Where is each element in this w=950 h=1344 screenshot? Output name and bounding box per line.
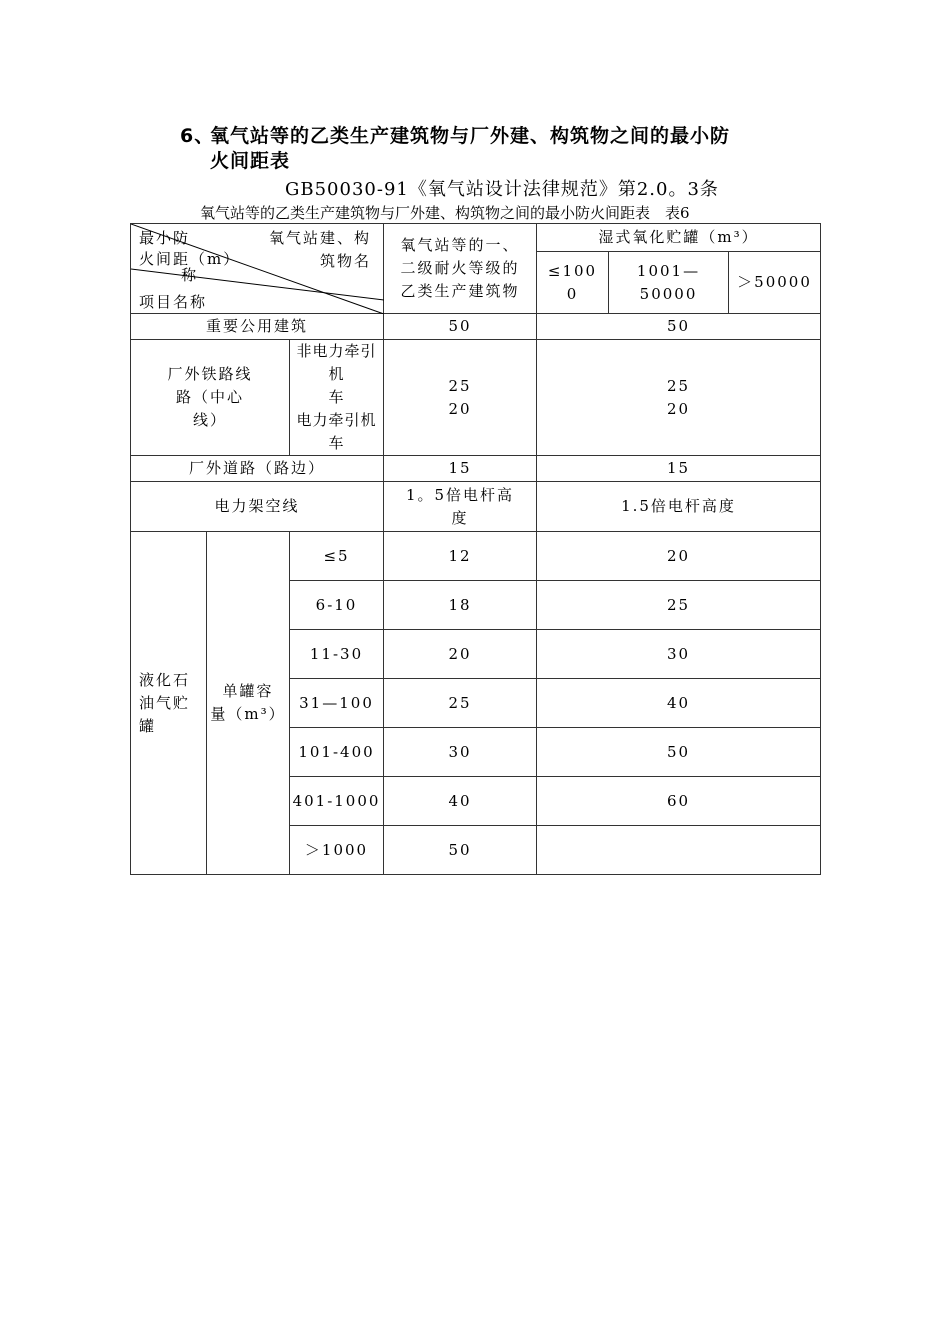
- lpg-value-2: 20: [537, 532, 821, 581]
- lpg-range: ＞1000: [290, 826, 384, 875]
- lpg-range: ≤5: [290, 532, 384, 581]
- lpg-value-1: 30: [384, 728, 537, 777]
- lpg-value-2: 60: [537, 777, 821, 826]
- row-power-value-1: 1。5倍电杆高 度: [384, 482, 537, 532]
- row-power-label: 电力架空线: [131, 482, 384, 532]
- row-public-label: 重要公用建筑: [131, 314, 384, 340]
- lpg-value-1: 50: [384, 826, 537, 875]
- header-tank-size-3: ＞50000: [729, 252, 821, 314]
- lpg-value-1: 12: [384, 532, 537, 581]
- corner-label-top-right: 氧气站建、构 筑物名: [269, 229, 372, 270]
- lpg-value-1: 20: [384, 630, 537, 679]
- lpg-range: 31—100: [290, 679, 384, 728]
- row-railway-sub-label: 非电力牵引机 车 电力牵引机车: [290, 340, 384, 456]
- heading-line-1: 氧气站等的乙类生产建筑物与厂外建、构筑物之间的最小防: [210, 125, 731, 147]
- lpg-value-2: 30: [537, 630, 821, 679]
- table-caption: 氧气站等的乙类生产建筑物与厂外建、构筑物之间的最小防火间距表 表6: [200, 204, 690, 222]
- section-heading: [180, 124, 840, 174]
- row-public-value-1: 50: [384, 314, 537, 340]
- lpg-range: 6-10: [290, 581, 384, 630]
- corner-label-top-left: 最小防: [139, 229, 191, 247]
- fire-distance-table: [130, 223, 821, 875]
- lpg-value-1: 18: [384, 581, 537, 630]
- row-road-value-1: 15: [384, 456, 537, 482]
- lpg-value-2: [537, 826, 821, 875]
- lpg-range: 401-1000: [290, 777, 384, 826]
- lpg-value-2: 50: [537, 728, 821, 777]
- corner-label-bottom-left: 项目名称: [139, 293, 208, 311]
- corner-header-cell: [131, 224, 384, 314]
- corner-label-middle: 火间距（m） 称: [139, 250, 241, 284]
- lpg-value-1: 40: [384, 777, 537, 826]
- lpg-value-1: 25: [384, 679, 537, 728]
- lpg-range: 11-30: [290, 630, 384, 679]
- header-class-b-building: 氧气站等的一、 二级耐火等级的 乙类生产建筑物: [384, 224, 537, 314]
- row-road-value-2: 15: [537, 456, 821, 482]
- lpg-range: 101-400: [290, 728, 384, 777]
- header-tank-size-2: 1001— 50000: [609, 252, 729, 314]
- heading-number: 6、: [180, 125, 215, 147]
- heading-line-2: 火间距表: [210, 150, 291, 172]
- row-railway-value-2: 25 20: [537, 340, 821, 456]
- header-wet-tank: 湿式氧化贮罐（m³）: [537, 224, 821, 252]
- lpg-value-2: 25: [537, 581, 821, 630]
- row-railway-label: 厂外铁路线 路（中心 线）: [131, 340, 290, 456]
- row-railway-value-1: 25 20: [384, 340, 537, 456]
- row-power-value-2: 1.5倍电杆高度: [537, 482, 821, 532]
- lpg-value-2: 40: [537, 679, 821, 728]
- lpg-label: 液化石 油气贮 罐: [131, 532, 207, 875]
- row-road-label: 厂外道路（路边）: [131, 456, 384, 482]
- row-public-value-2: 50: [537, 314, 821, 340]
- header-tank-size-1: ≤100 0: [537, 252, 609, 314]
- lpg-sub-label: 单罐容 量（m³）: [207, 532, 290, 875]
- standard-reference: GB50030-91《氧气站设计法律规范》第2.0。3条: [285, 179, 719, 200]
